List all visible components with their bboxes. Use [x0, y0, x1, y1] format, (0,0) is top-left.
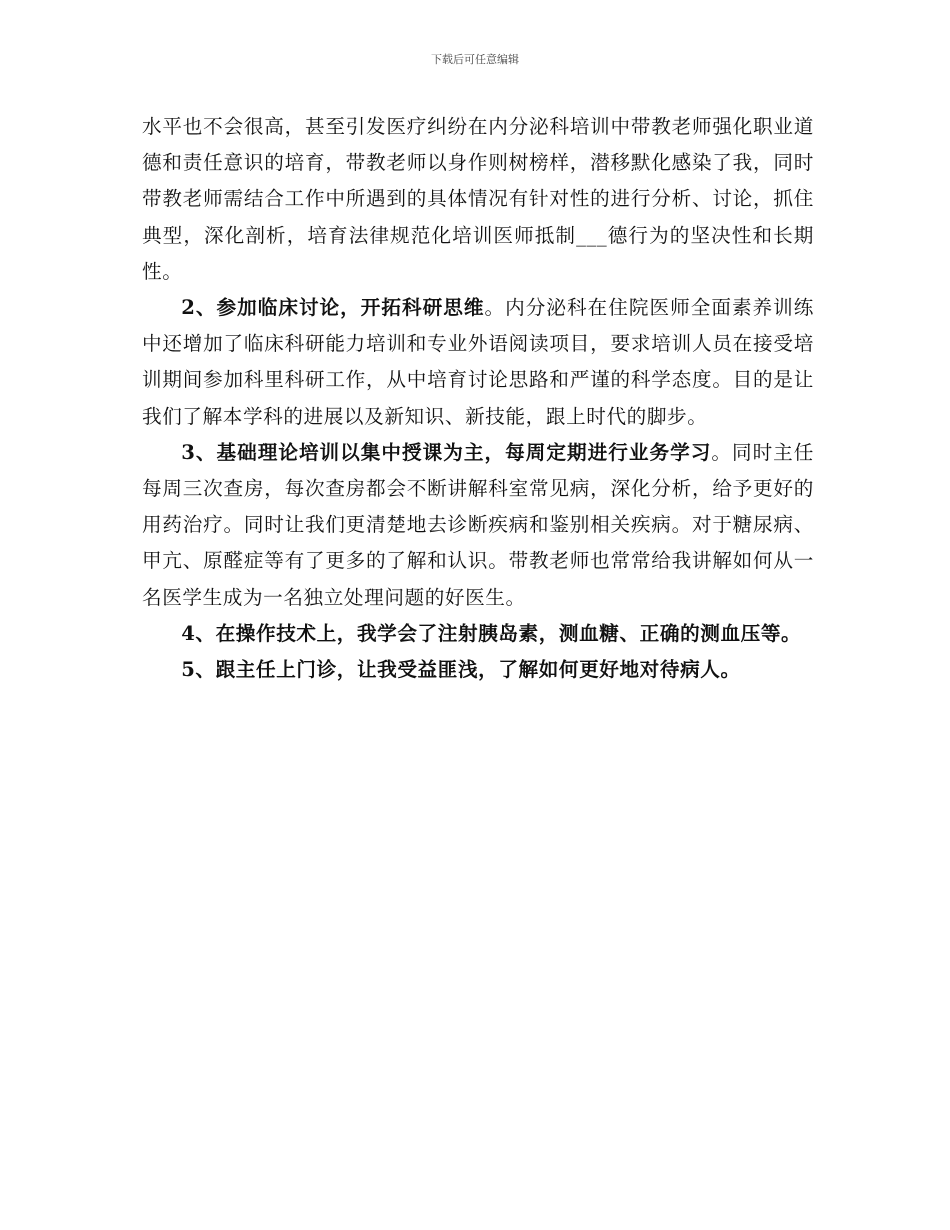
paragraph-item-3 [142, 435, 814, 616]
paragraph-lead: 4、在操作技术上，我学会了注射胰岛素，测血糖、正确的测血压等。 [181, 621, 802, 645]
paragraph-continuation [142, 109, 814, 290]
page-header: 下载后可任意编辑 [431, 53, 519, 66]
paragraph-item-2 [142, 290, 814, 435]
paragraph-text: 。同时主任每周三次查房，每次查房都会不断讲解科室常见病，深化分析，给予更好的用药治疗。同时让我们更清楚地去诊断疾病和鉴别相关疾病。对于糖尿病、甲亢、原醛症等有了更多的了解和认识。带教老师也常常给我讲解如何从一名医学生成为一名独立处理问题的好医生。 [142, 440, 814, 609]
paragraph-lead: 2、参加临床讨论，开拓科研思维 [181, 296, 485, 320]
paragraph-text: 。内分泌科在住院医师全面素养训练中还增加了临床科研能力培训和专业外语阅读项目，要求培训人员在接受培训期间参加科里科研工作，从中培育讨论思路和严谨的科学态度。目的是让我们了解本学科的进展以及新知识、新技能，跟上时代的脚步。 [142, 296, 814, 428]
paragraph-item-4 [142, 616, 814, 652]
paragraph-lead: 3、基础理论培训以集中授课为主，每周定期进行业务学习 [181, 440, 712, 464]
paragraph-item-5 [142, 652, 814, 688]
document-body [142, 109, 814, 688]
paragraph-lead: 5、跟主任上门诊，让我受益匪浅，了解如何更好地对待病人。 [181, 658, 741, 682]
paragraph-text: 水平也不会很高，甚至引发医疗纠纷在内分泌科培训中带教老师强化职业道德和责任意识的培育，带教老师以身作则树榜样，潜移默化感染了我，同时带教老师需结合工作中所遇到的具体情况有针对性的进行分析、讨论，抓住典型，深化剖析，培育法律规范化培训医师抵制___德行为的坚决性和长期性。 [142, 115, 814, 283]
